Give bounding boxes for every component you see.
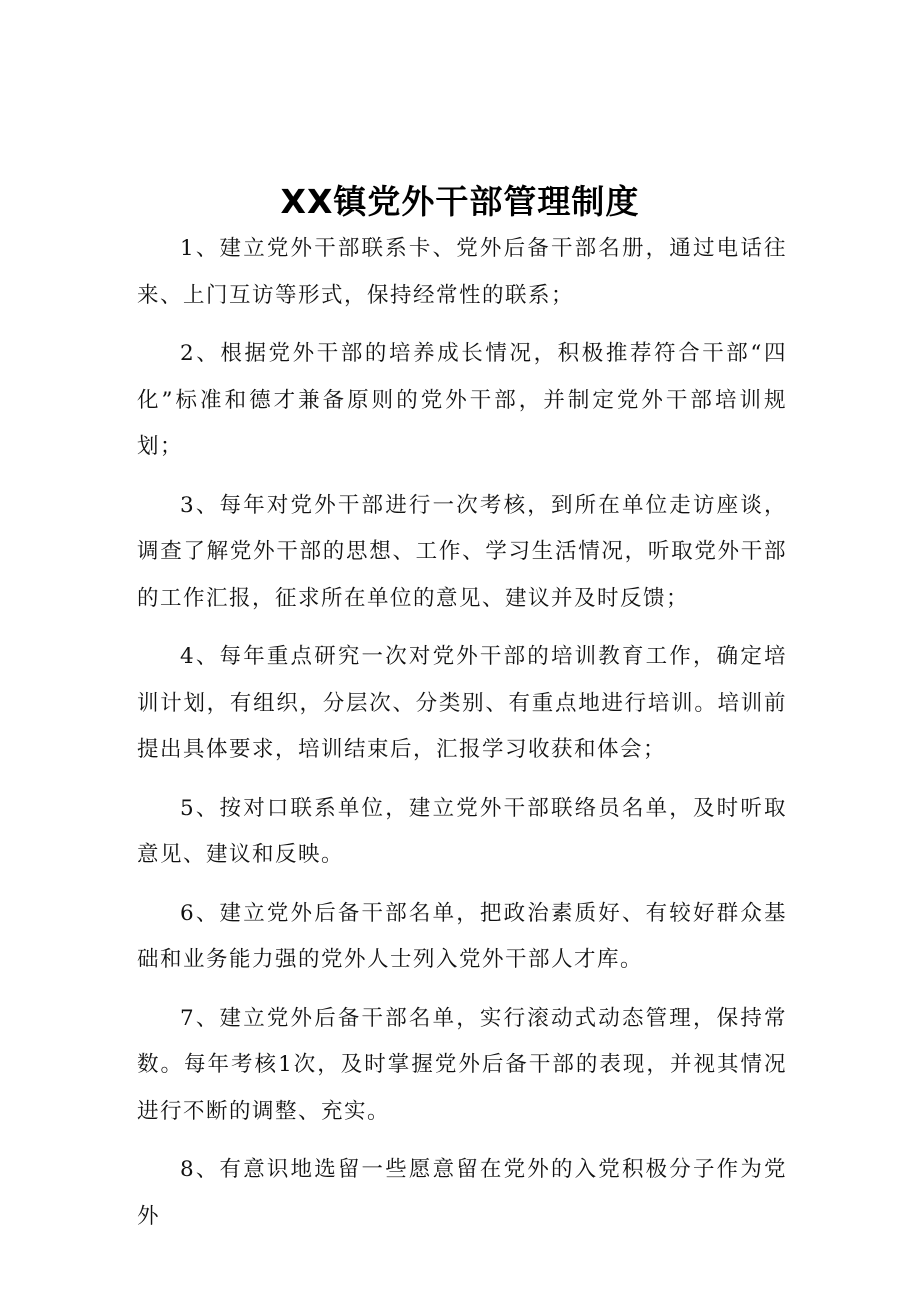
paragraph-4: 4、每年重点研究一次对党外干部的培训教育工作，确定培训计划，有组织，分层次、分类别、有重点地进行培训。培训前提出具体要求，培训结束后，汇报学习收获和体会； xyxy=(137,644,787,762)
paragraph-1: 1、建立党外干部联系卡、党外后备干部名册，通过电话往来、上门互访等形式，保持经常性的联系； xyxy=(137,236,787,308)
document-body xyxy=(137,226,787,1252)
document-title: XX镇党外干部管理制度 xyxy=(280,182,640,222)
paragraph-2: 2、根据党外干部的培养成长情况，积极推荐符合干部“四化”标准和德才兼备原则的党外干部，并制定党外干部培训规划； xyxy=(137,341,787,459)
paragraph-5: 5、按对口联系单位，建立党外干部联络员名单，及时听取意见、建议和反映。 xyxy=(137,795,787,867)
paragraph-7: 7、建立党外后备干部名单，实行滚动式动态管理，保持常数。每年考核1次，及时掌握党外后备干部的表现，并视其情况进行不断的调整、充实。 xyxy=(137,1005,787,1124)
paragraph-6: 6、建立党外后备干部名单，把政治素质好、有较好群众基础和业务能力强的党外人士列入党外干部人才库。 xyxy=(137,900,787,972)
paragraph-3: 3、每年对党外干部进行一次考核，到所在单位走访座谈，调查了解党外干部的思想、工作、学习生活情况，听取党外干部的工作汇报，征求所在单位的意见、建议并及时反馈； xyxy=(137,492,787,611)
paragraph-8: 8、有意识地选留一些愿意留在党外的入党积极分子作为党外 xyxy=(137,1157,787,1229)
